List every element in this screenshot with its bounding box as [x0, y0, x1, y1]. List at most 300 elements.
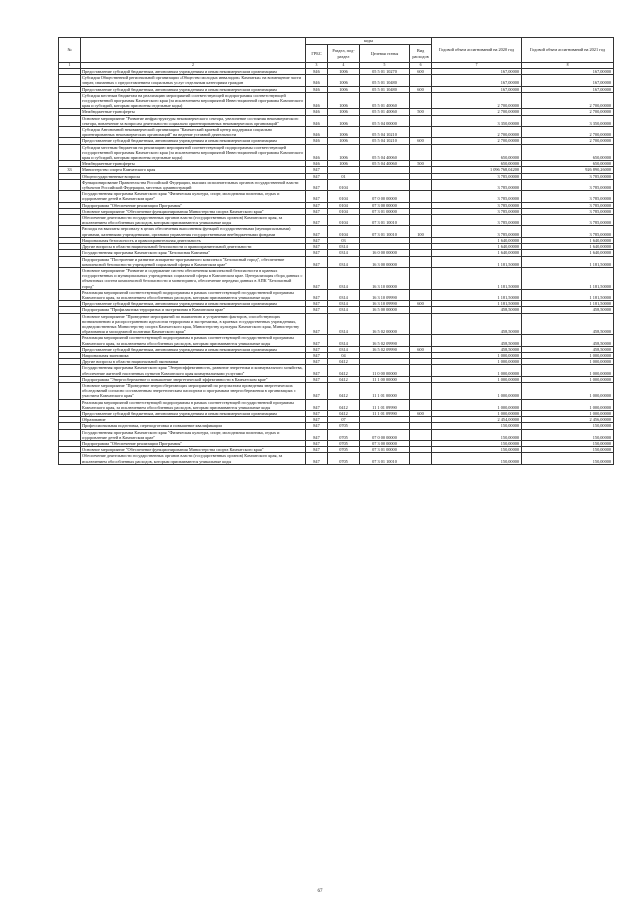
row-allocation-2021-cell: 458,50000	[522, 313, 614, 335]
row-target-article-cell: 16 5 02 09990	[360, 335, 410, 346]
row-expense-type-cell	[410, 75, 432, 86]
row-name-cell: Предоставление субсидий бюджетным, автономным учреждениям и иным некоммерческим организациям	[81, 86, 306, 92]
row-allocation-2020-cell: 150,00000	[432, 423, 522, 429]
row-grbs-cell: 846	[306, 109, 328, 115]
row-grbs-cell: 847	[306, 256, 328, 267]
row-number-cell: 33	[59, 167, 81, 173]
row-allocation-2021-cell: 3 785,00000	[522, 191, 614, 202]
row-section-cell: 0314	[328, 244, 360, 250]
row-section-cell: 0705	[328, 441, 360, 447]
row-allocation-2020-cell: 1 640,00000	[432, 250, 522, 256]
row-section-cell: 0104	[328, 202, 360, 208]
row-allocation-2021-cell: 650,00000	[522, 161, 614, 167]
table-row	[59, 215, 614, 226]
row-section-cell: 1006	[328, 109, 360, 115]
row-allocation-2021-cell: 150,00000	[522, 429, 614, 440]
row-grbs-cell: 847	[306, 267, 328, 289]
row-section-cell: 1006	[328, 115, 360, 126]
row-target-article-cell: 16 3 10 00000	[360, 267, 410, 289]
row-grbs-cell: 847	[306, 346, 328, 352]
row-expense-type-cell: 600	[410, 410, 432, 416]
header-allocation-2021: Годовой объем ассигнований на 2021 год	[522, 38, 614, 63]
row-number-cell	[59, 453, 81, 464]
table-body	[59, 69, 614, 465]
row-number-cell	[59, 399, 81, 410]
row-section-cell: 0314	[328, 307, 360, 313]
row-name-cell: Предоставление субсидий бюджетным, автономным учреждениям и иным некоммерческим организациям	[81, 301, 306, 307]
row-allocation-2020-cell: 150,00000	[432, 429, 522, 440]
row-section-cell: 0412	[328, 382, 360, 399]
row-target-article-cell: 16 3 10 09990	[360, 289, 410, 300]
column-number: 8	[522, 63, 614, 69]
row-allocation-2020-cell: 1 000,00000	[432, 410, 522, 416]
row-grbs-cell: 847	[306, 173, 328, 179]
row-allocation-2021-cell: 1 640,00000	[522, 244, 614, 250]
row-name-cell: Предоставление субсидий бюджетным, автономным учреждениям и иным некоммерческим организациям	[81, 138, 306, 144]
row-expense-type-cell	[410, 92, 432, 109]
row-target-article-cell: 05 5 04 10210	[360, 138, 410, 144]
row-expense-type-cell: 500	[410, 161, 432, 167]
row-target-article-cell: 16 0 00 00000	[360, 250, 410, 256]
row-grbs-cell: 847	[306, 382, 328, 399]
row-section-cell: 0314	[328, 289, 360, 300]
row-number-cell	[59, 144, 81, 161]
row-target-article-cell: 07 3 01 10010	[360, 453, 410, 464]
table-row	[59, 313, 614, 335]
row-grbs-cell: 847	[306, 410, 328, 416]
row-section-cell: 1006	[328, 127, 360, 138]
row-grbs-cell: 847	[306, 447, 328, 453]
row-section-cell: 0314	[328, 250, 360, 256]
row-name-cell: Обеспечение деятельности государственных органов власти (государственных органов) Камчатского края, за исключением обособленных расходов, которым присваиваются уникальные коды	[81, 215, 306, 226]
row-grbs-cell: 847	[306, 179, 328, 190]
row-target-article-cell: 07 3 00 00000	[360, 202, 410, 208]
row-number-cell	[59, 382, 81, 399]
row-target-article-cell	[360, 179, 410, 190]
row-target-article-cell: 05 5 04 10210	[360, 127, 410, 138]
row-grbs-cell: 847	[306, 352, 328, 358]
row-target-article-cell: 11 1 01 09990	[360, 399, 410, 410]
row-target-article-cell: 05 5 04 40060	[360, 161, 410, 167]
row-section-cell: 0412	[328, 410, 360, 416]
row-target-article-cell: 11 1 01 00000	[360, 382, 410, 399]
table-row	[59, 399, 614, 410]
row-number-cell	[59, 75, 81, 86]
row-name-cell: Предоставление субсидий бюджетным, автономным учреждениям и иным некоммерческим организациям	[81, 69, 306, 75]
row-allocation-2020-cell: 1 181,50000	[432, 301, 522, 307]
row-allocation-2020-cell: 3 785,00000	[432, 191, 522, 202]
row-name-cell: Образование	[81, 417, 306, 423]
row-section-cell: 0104	[328, 179, 360, 190]
row-target-article-cell: 07 0 00 00000	[360, 191, 410, 202]
row-grbs-cell: 847	[306, 399, 328, 410]
row-expense-type-cell: 500	[410, 109, 432, 115]
row-allocation-2020-cell: 1 000,00000	[432, 399, 522, 410]
row-grbs-cell: 847	[306, 244, 328, 250]
row-allocation-2020-cell: 2 700,00000	[432, 138, 522, 144]
row-allocation-2020-cell: 3 785,00000	[432, 215, 522, 226]
row-target-article-cell: 16 3 10 09990	[360, 301, 410, 307]
table-row	[59, 453, 614, 464]
row-grbs-cell: 847	[306, 359, 328, 365]
row-grbs-cell: 846	[306, 144, 328, 161]
row-allocation-2020-cell: 3 785,00000	[432, 226, 522, 237]
table-row	[59, 115, 614, 126]
row-allocation-2020-cell: 458,50000	[432, 335, 522, 346]
row-allocation-2020-cell: 167,00000	[432, 86, 522, 92]
row-section-cell: 1006	[328, 86, 360, 92]
row-allocation-2020-cell: 3 785,00000	[432, 208, 522, 214]
row-section-cell: 07	[328, 417, 360, 423]
row-name-cell: Подпрограмма "Обеспечение реализации Программы"	[81, 202, 306, 208]
row-section-cell: 0412	[328, 376, 360, 382]
row-grbs-cell: 847	[306, 441, 328, 447]
row-section-cell: 0412	[328, 365, 360, 376]
row-grbs-cell: 846	[306, 161, 328, 167]
row-grbs-cell: 847	[306, 417, 328, 423]
row-section-cell: 03	[328, 237, 360, 243]
row-allocation-2020-cell: 1 000,00000	[432, 376, 522, 382]
row-expense-type-cell	[410, 429, 432, 440]
row-expense-type-cell	[410, 399, 432, 410]
row-number-cell	[59, 115, 81, 126]
row-number-cell	[59, 429, 81, 440]
table-row	[59, 335, 614, 346]
row-section-cell: 01	[328, 173, 360, 179]
row-allocation-2021-cell: 1 181,50000	[522, 256, 614, 267]
row-grbs-cell: 847	[306, 191, 328, 202]
row-name-cell: Государственная программа Камчатского края "Безопасная Камчатка"	[81, 250, 306, 256]
row-allocation-2021-cell: 1 000,00000	[522, 359, 614, 365]
row-section-cell: 0104	[328, 208, 360, 214]
row-grbs-cell: 847	[306, 226, 328, 237]
row-section-cell: 0705	[328, 447, 360, 453]
row-target-article-cell: 05 5 01 10270	[360, 69, 410, 75]
row-grbs-cell: 846	[306, 92, 328, 109]
row-expense-type-cell	[410, 365, 432, 376]
row-grbs-cell: 847	[306, 313, 328, 335]
row-target-article-cell: 05 5 04 00000	[360, 115, 410, 126]
row-number-cell	[59, 256, 81, 267]
table-row	[59, 267, 614, 289]
row-name-cell: Основное мероприятие "Обеспечение функционирования Министерства спорта Камчатского края"	[81, 208, 306, 214]
row-section-cell: 0314	[328, 335, 360, 346]
row-allocation-2020-cell: 1 640,00000	[432, 244, 522, 250]
row-name-cell: Обеспечение деятельности государственных органов власти (государственных органов) Камчатского края, за исключением обособленных расходов, которым присваиваются уникальные коды	[81, 453, 306, 464]
header-expense-type: Вид расходов	[410, 45, 432, 63]
row-target-article-cell: 16 5 02 09990	[360, 346, 410, 352]
row-allocation-2021-cell: 2 456,00000	[522, 417, 614, 423]
row-grbs-cell: 847	[306, 208, 328, 214]
row-allocation-2021-cell: 1 000,00000	[522, 352, 614, 358]
row-section-cell: 1006	[328, 92, 360, 109]
row-target-article-cell: 11 1 00 00000	[360, 376, 410, 382]
header-name	[81, 38, 306, 63]
row-section-cell: 1006	[328, 75, 360, 86]
row-allocation-2021-cell: 3 785,00000	[522, 179, 614, 190]
row-number-cell	[59, 335, 81, 346]
row-allocation-2021-cell: 458,50000	[522, 307, 614, 313]
row-number-cell	[59, 267, 81, 289]
row-allocation-2020-cell: 3 350,00000	[432, 115, 522, 126]
row-expense-type-cell: 600	[410, 138, 432, 144]
row-name-cell: Реализация мероприятий соответствующей подпрограммы в рамках соответствующей государственной программы Камчатского края, за исключением обособленных расходов, которым присваиваются уникальные коды	[81, 289, 306, 300]
row-allocation-2020-cell: 1 181,50000	[432, 256, 522, 267]
row-allocation-2020-cell: 150,00000	[432, 447, 522, 453]
column-number: 7	[432, 63, 522, 69]
row-section-cell: 0705	[328, 453, 360, 464]
row-grbs-cell: 847	[306, 289, 328, 300]
row-section-cell: 1006	[328, 69, 360, 75]
row-expense-type-cell: 100	[410, 226, 432, 237]
header-grbs: ГРБС	[306, 45, 328, 63]
row-section-cell: 0705	[328, 423, 360, 429]
row-allocation-2020-cell: 1 000,00000	[432, 352, 522, 358]
row-section-cell: 0314	[328, 313, 360, 335]
row-name-cell: Подпрограмма "Построение и развитие аппаратно-программного комплекса "Безопасный город", обеспечение комплексной безопасности учреждений социальной сферы в Камчатском крае"	[81, 256, 306, 267]
row-name-cell: Министерство спорта Камчатского края	[81, 167, 306, 173]
row-allocation-2021-cell: 1 640,00000	[522, 250, 614, 256]
row-number-cell	[59, 92, 81, 109]
header-allocation-2020: Годовой объем ассигнований на 2020 год	[432, 38, 522, 63]
row-target-article-cell: 16 3 00 00000	[360, 256, 410, 267]
header-section: Раздел, под-раздел	[328, 45, 360, 63]
row-number-cell	[59, 313, 81, 335]
row-name-cell: Подпрограмма "Энергосбережение и повышение энергетической эффективности в Камчатском крае"	[81, 376, 306, 382]
row-grbs-cell: 846	[306, 69, 328, 75]
row-allocation-2021-cell: 1 000,00000	[522, 382, 614, 399]
row-name-cell: Национальная безопасность и правоохранительная деятельность	[81, 237, 306, 243]
row-grbs-cell: 847	[306, 376, 328, 382]
row-allocation-2020-cell: 2 700,00000	[432, 109, 522, 115]
header-target-article: Целевая статья	[360, 45, 410, 63]
row-section-cell: 0314	[328, 301, 360, 307]
row-section-cell: 0412	[328, 399, 360, 410]
column-number: 1	[59, 63, 81, 69]
row-allocation-2020-cell: 2 454,00000	[432, 417, 522, 423]
row-allocation-2020-cell: 1 181,50000	[432, 289, 522, 300]
row-expense-type-cell	[410, 127, 432, 138]
column-number: 4	[328, 63, 360, 69]
row-grbs-cell: 847	[306, 335, 328, 346]
row-allocation-2021-cell: 2 700,00000	[522, 138, 614, 144]
row-target-article-cell: 05 5 01 40060	[360, 92, 410, 109]
row-section-cell: 0314	[328, 346, 360, 352]
row-name-cell: Субсидия местным бюджетам на реализацию мероприятий соответствующей подпрограммы соответствующей государственной программы Камчатского края (за исключением мероприятий Инвестиционной программы Камчатского края и субсидий, которым присвоены отдельные коды)	[81, 92, 306, 109]
row-name-cell: Подпрограмма "Профилактика терроризма и экстремизма в Камчатском крае"	[81, 307, 306, 313]
row-allocation-2021-cell: 3 785,00000	[522, 226, 614, 237]
row-allocation-2020-cell: 167,00000	[432, 69, 522, 75]
row-allocation-2021-cell: 650,00000	[522, 144, 614, 161]
row-allocation-2021-cell: 458,50000	[522, 335, 614, 346]
row-grbs-cell: 846	[306, 115, 328, 126]
table-row	[59, 75, 614, 86]
row-name-cell: Основное мероприятие "Проведение мероприятий по выявлению и устранению факторов, способствующих возникновению и распространению идеологии терроризма и экстремизма, в краевых государственных учреждениях, подведомственных Министерству спорта Камчатского края, Министерству культуры Камчатского края, Министерству образования и молодежной политики Камчатского края"	[81, 313, 306, 335]
row-allocation-2021-cell: 1 000,00000	[522, 365, 614, 376]
row-grbs-cell: 846	[306, 86, 328, 92]
row-allocation-2020-cell: 458,50000	[432, 307, 522, 313]
row-name-cell: Общегосударственные вопросы	[81, 173, 306, 179]
row-expense-type-cell	[410, 335, 432, 346]
row-allocation-2020-cell: 1 096 768,04200	[432, 167, 522, 173]
row-number-cell	[59, 365, 81, 376]
row-name-cell: Другие вопросы в области национальной безопасности и правоохранительной деятельности	[81, 244, 306, 250]
row-name-cell: Реализация мероприятий соответствующей подпрограммы в рамках соответствующей государственной программы Камчатского края, за исключением обособленных расходов, которым присваиваются уникальные коды	[81, 399, 306, 410]
row-expense-type-cell: 600	[410, 346, 432, 352]
row-number-cell	[59, 215, 81, 226]
row-name-cell: Расходы на выплаты персоналу в целях обеспечения выполнения функций государственными (муниципальными) органами, казенными учреждениями, органами управления государственными внебюджетными фондами	[81, 226, 306, 237]
row-name-cell: Субсидия Общественной региональной организации «Общество молодых инвалидов» Камчатки» на возмещение части затрат, связанных с предоставлением социальных услуг отдельным категориям граждан	[81, 75, 306, 86]
row-allocation-2021-cell: 458,50000	[522, 346, 614, 352]
row-section-cell: 0314	[328, 256, 360, 267]
row-target-article-cell: 07 3 00 00000	[360, 441, 410, 447]
row-section-cell: 1006	[328, 138, 360, 144]
table-row	[59, 191, 614, 202]
row-section-cell: 0314	[328, 267, 360, 289]
row-allocation-2020-cell: 458,50000	[432, 346, 522, 352]
column-number: 6	[410, 63, 432, 69]
row-allocation-2021-cell: 2 700,00000	[522, 109, 614, 115]
row-name-cell: Межбюджетные трансферты	[81, 161, 306, 167]
row-target-article-cell: 07 0 00 00000	[360, 429, 410, 440]
row-target-article-cell: 16 5 00 00000	[360, 307, 410, 313]
row-name-cell: Субсидии местным бюджетам на реализацию мероприятий соответствующей подпрограммы соответствующей государственной программы Камчатского края (за исключением мероприятий Инвестиционной программы Камчатского края и субсидий, которым присвоены отдельные коды)	[81, 144, 306, 161]
row-allocation-2021-cell: 167,00000	[522, 69, 614, 75]
table-row	[59, 289, 614, 300]
row-allocation-2021-cell: 1 640,00000	[522, 237, 614, 243]
table-row	[59, 256, 614, 267]
row-name-cell: Межбюджетные трансферты	[81, 109, 306, 115]
row-allocation-2020-cell: 2 700,00000	[432, 127, 522, 138]
row-allocation-2020-cell: 650,00000	[432, 144, 522, 161]
column-number: 3	[306, 63, 328, 69]
row-allocation-2021-cell: 3 785,00000	[522, 173, 614, 179]
row-allocation-2020-cell: 1 000,00000	[432, 365, 522, 376]
row-expense-type-cell	[410, 115, 432, 126]
row-target-article-cell: 11 1 01 09990	[360, 410, 410, 416]
table-row	[59, 365, 614, 376]
row-expense-type-cell	[410, 313, 432, 335]
row-name-cell: Реализация мероприятий соответствующей подпрограммы в рамках соответствующей государственной программы Камчатского края, за исключением обособленных расходов, которым присваиваются уникальные коды	[81, 335, 306, 346]
row-target-article-cell: 07 3 01 00000	[360, 208, 410, 214]
row-expense-type-cell	[410, 179, 432, 190]
row-allocation-2021-cell: 3 785,00000	[522, 215, 614, 226]
row-grbs-cell: 847	[306, 237, 328, 243]
row-section-cell: 1006	[328, 144, 360, 161]
row-allocation-2020-cell: 1 000,00000	[432, 359, 522, 365]
row-grbs-cell: 846	[306, 138, 328, 144]
row-allocation-2020-cell: 1 640,00000	[432, 237, 522, 243]
row-allocation-2021-cell: 1 000,00000	[522, 399, 614, 410]
row-grbs-cell: 847	[306, 202, 328, 208]
row-allocation-2021-cell: 3 350,00000	[522, 115, 614, 126]
row-section-cell: 04	[328, 352, 360, 358]
row-name-cell: Предоставление субсидий бюджетным, автономным учреждениям и иным некоммерческим организациям	[81, 410, 306, 416]
row-grbs-cell: 847	[306, 215, 328, 226]
row-name-cell: Предоставление субсидий бюджетным, автономным учреждениям и иным некоммерческим организациям	[81, 346, 306, 352]
row-name-cell: Основное мероприятие "Проведение энергосберегающих мероприятий по результатам проведения энергетических обследований согласно составленным энергетическим паспортам и программам энергосбережения в организациях с участием Камчатского края"	[81, 382, 306, 399]
table-row	[59, 179, 614, 190]
row-section-cell: 1006	[328, 161, 360, 167]
row-allocation-2021-cell: 167,00000	[522, 86, 614, 92]
row-allocation-2021-cell: 1 000,00000	[522, 376, 614, 382]
row-target-article-cell: 05 5 01 10480	[360, 75, 410, 86]
row-section-cell: 0104	[328, 215, 360, 226]
header-codes: коды	[306, 38, 432, 45]
row-target-article-cell: 05 5 01 10480	[360, 86, 410, 92]
row-expense-type-cell	[410, 215, 432, 226]
row-target-article-cell: 07 3 01 10010	[360, 226, 410, 237]
row-allocation-2020-cell: 2 700,00000	[432, 92, 522, 109]
row-number-cell	[59, 289, 81, 300]
table-row	[59, 127, 614, 138]
row-expense-type-cell	[410, 453, 432, 464]
row-allocation-2020-cell: 150,00000	[432, 453, 522, 464]
row-grbs-cell: 847	[306, 429, 328, 440]
row-expense-type-cell	[410, 267, 432, 289]
row-allocation-2020-cell: 3 785,00000	[432, 179, 522, 190]
row-grbs-cell: 847	[306, 301, 328, 307]
table-row	[59, 144, 614, 161]
row-allocation-2021-cell: 150,00000	[522, 447, 614, 453]
row-name-cell: Государственная программа Камчатского края "Физическая культура, спорт, молодежная политика, отдых и оздоровление детей в Камчатском крае"	[81, 191, 306, 202]
row-name-cell: Национальная экономика	[81, 352, 306, 358]
row-name-cell: Профессиональная подготовка, переподготовка и повышение квалификации	[81, 423, 306, 429]
row-name-cell: Основное мероприятие "Развитие инфраструктуры некоммерческого сектора, увеличение состояния некоммерческого сектора, вовлечение за вопросам деятельности социально ориентированных некоммерческих организаций"	[81, 115, 306, 126]
row-allocation-2020-cell: 1 000,00000	[432, 382, 522, 399]
row-expense-type-cell	[410, 191, 432, 202]
row-allocation-2021-cell: 1 000,00000	[522, 410, 614, 416]
row-expense-type-cell: 600	[410, 301, 432, 307]
row-allocation-2020-cell: 650,00000	[432, 161, 522, 167]
row-target-article-cell: 07 3 01 10010	[360, 215, 410, 226]
row-name-cell: Государственная программа Камчатского края "Энергоэффективность, развитие энергетики и коммунального хозяйства, обеспечение жителей населенных пунктов Камчатского края коммунальными услугами"	[81, 365, 306, 376]
row-allocation-2020-cell: 1 181,50000	[432, 267, 522, 289]
row-grbs-cell: 847	[306, 250, 328, 256]
row-allocation-2021-cell: 150,00000	[522, 441, 614, 447]
row-grbs-cell: 847	[306, 167, 328, 173]
budget-table-sheet	[58, 37, 613, 465]
row-grbs-cell: 847	[306, 453, 328, 464]
row-target-article-cell: 11 0 00 00000	[360, 365, 410, 376]
row-name-cell: Подпрограмма "Обеспечение реализации Программы"	[81, 441, 306, 447]
row-allocation-2020-cell: 150,00000	[432, 441, 522, 447]
row-grbs-cell: 846	[306, 75, 328, 86]
row-allocation-2021-cell: 1 181,50000	[522, 267, 614, 289]
row-name-cell: Другие вопросы в области национальной экономики	[81, 359, 306, 365]
budget-allocation-table	[58, 37, 614, 465]
row-allocation-2020-cell: 458,50000	[432, 313, 522, 335]
row-section-cell: 0104	[328, 191, 360, 202]
table-row	[59, 382, 614, 399]
row-target-article-cell: 16 5 02 00000	[360, 313, 410, 335]
row-expense-type-cell: 600	[410, 86, 432, 92]
column-number: 5	[360, 63, 410, 69]
row-grbs-cell: 847	[306, 423, 328, 429]
row-allocation-2021-cell: 1 181,50000	[522, 289, 614, 300]
row-name-cell: Основное мероприятие "Развитие и содержание систем обеспечения комплексной безопасности в краевых государственных и муниципальных учреждениях социальной сферы в Камчатском крае. Централизация сбора данных с объектовых систем комплексной безопасности и мониторинга, обеспечение передачи данных в АПК "Безопасный город"	[81, 267, 306, 289]
row-grbs-cell: 847	[306, 307, 328, 313]
row-number-cell	[59, 226, 81, 237]
row-name-cell: Функционирование Правительства Российской Федерации, высших исполнительных органов государственной власти субъектов Российской Федерации, местных администраций	[81, 179, 306, 190]
column-number: 2	[81, 63, 306, 69]
row-section-cell: 0705	[328, 429, 360, 440]
row-grbs-cell: 847	[306, 365, 328, 376]
header-number: №	[59, 38, 81, 63]
table-row	[59, 429, 614, 440]
row-number-cell	[59, 127, 81, 138]
row-number-cell	[59, 191, 81, 202]
